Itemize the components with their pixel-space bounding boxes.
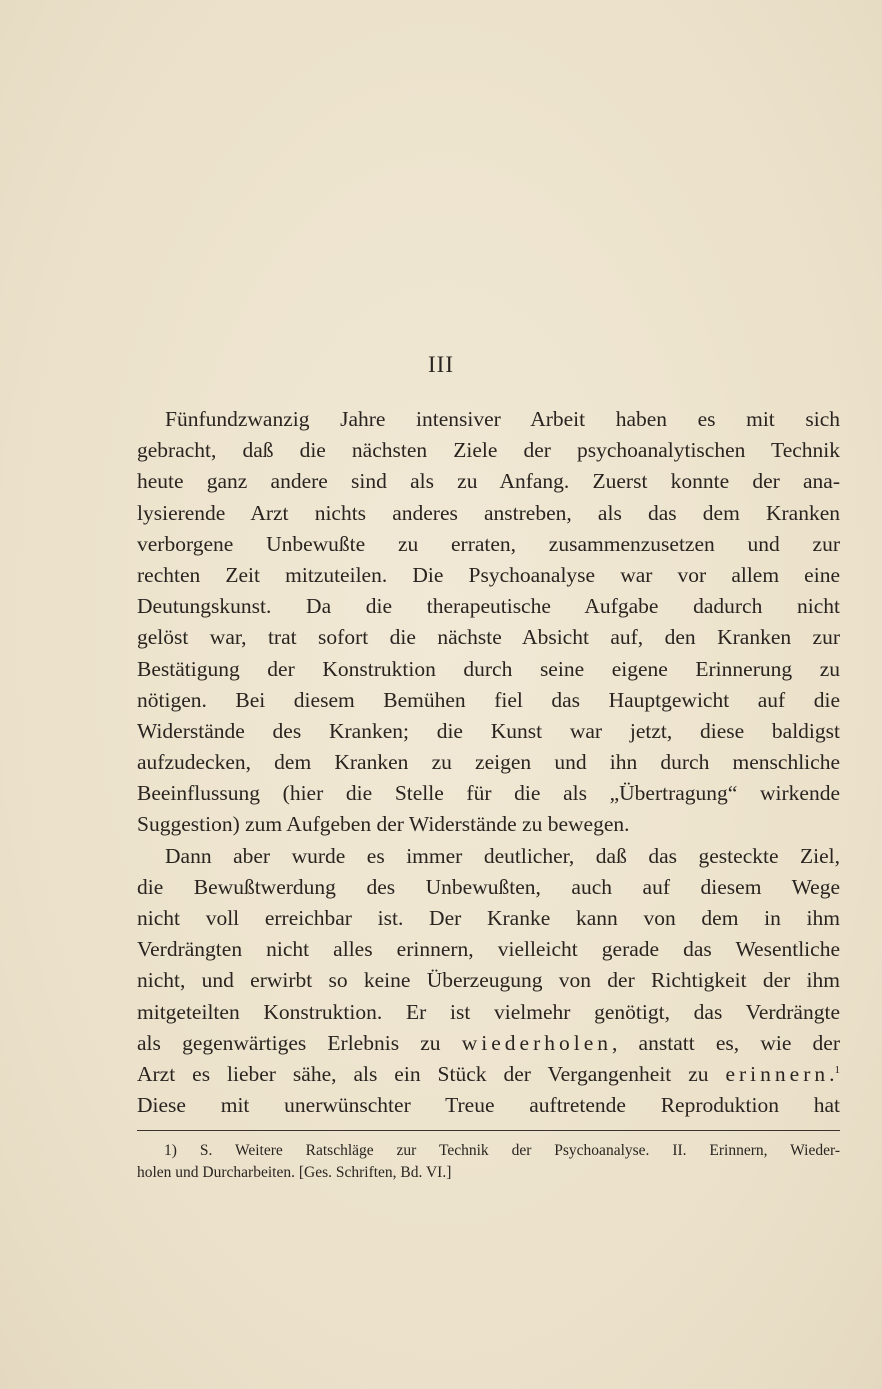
footnote-divider	[137, 1130, 840, 1131]
text-line: Deutungskunst. Da die therapeutische Aufgabe dadurch nicht	[137, 594, 840, 619]
text-line: aufzudecken, dem Kranken zu zeigen und ihn durch menschliche	[137, 750, 840, 775]
text-line: Diese mit unerwünschter Treue auftretende Reproduktion hat	[137, 1093, 840, 1118]
text-line: verborgene Unbewußte zu erraten, zusammenzusetzen und zur	[137, 531, 840, 556]
text-line-wiederholen	[137, 1028, 840, 1059]
text-line: Verdrängten nicht alles erinnern, vielleicht gerade das Wesentliche	[137, 937, 840, 962]
footnote	[137, 1140, 840, 1184]
text-line: Dann aber wurde es immer deutlicher, daß das gesteckte Ziel,	[165, 843, 840, 868]
text-line: die Bewußtwerdung des Unbewußten, auch auf diesem Wege	[137, 874, 840, 899]
text-line: nicht, und erwirbt so keine Überzeugung von der Richtigkeit der ihm	[137, 968, 840, 993]
paragraph-2	[137, 841, 840, 1122]
emphasized-word: erinnern	[725, 1061, 830, 1086]
text-line: rechten Zeit mitzuteilen. Die Psychoanalyse war vor allem eine	[137, 562, 840, 587]
text-line: nicht voll erreichbar ist. Der Kranke kann von dem in ihm	[137, 906, 840, 930]
text-segment: als gegenwärtiges Erlebnis zu	[137, 1030, 441, 1055]
text-line: nötigen. Bei diesem Bemühen fiel das Hauptgewicht auf die	[137, 687, 840, 712]
text-segment: , anstatt es, wie der	[612, 1030, 841, 1055]
text-line: Suggestion) zum Aufgeben der Widerstände zu bewegen.	[137, 812, 630, 837]
text-line-erinnern	[137, 1059, 840, 1090]
paragraph-1	[137, 404, 840, 841]
body-text	[137, 404, 840, 1121]
text-line: lysierende Arzt nichts anderes anstreben, als das dem Kranken	[137, 500, 840, 525]
text-line: heute ganz andere sind als zu Anfang. Zuerst konnte der ana-	[137, 469, 840, 494]
chapter-heading: III	[428, 352, 454, 377]
text-line: Fünfundzwanzig Jahre intensiver Arbeit haben es mit sich	[165, 407, 840, 431]
text-line: mitgeteilten Konstruktion. Er ist vielmehr genötigt, das Verdrängte	[137, 999, 840, 1024]
text-segment: .	[829, 1061, 835, 1086]
text-segment: Arzt es lieber sähe, als ein Stück der Vergangenheit zu	[137, 1061, 709, 1086]
text-line: Bestätigung der Konstruktion durch seine eigene Erinnerung zu	[137, 656, 840, 681]
text-line: gelöst war, trat sofort die nächste Absicht auf, den Kranken zur	[137, 625, 840, 650]
footnote-mark: 1	[834, 1063, 840, 1076]
text-line: Beeinflussung (hier die Stelle für die als „Übertragung“ wirkende	[137, 781, 840, 806]
text-line: Widerstände des Kranken; die Kunst war jetzt, diese baldigst	[137, 718, 840, 743]
footnote-line: 1) S. Weitere Ratschläge zur Technik der Psychoanalyse. II. Erinnern, Wieder-	[164, 1142, 840, 1159]
text-line: gebracht, daß die nächsten Ziele der psychoanalytischen Technik	[137, 438, 840, 463]
emphasized-word: wiederholen	[461, 1030, 612, 1055]
footnote-line: holen und Durcharbeiten. [Ges. Schriften, Bd. VI.]	[137, 1164, 452, 1181]
